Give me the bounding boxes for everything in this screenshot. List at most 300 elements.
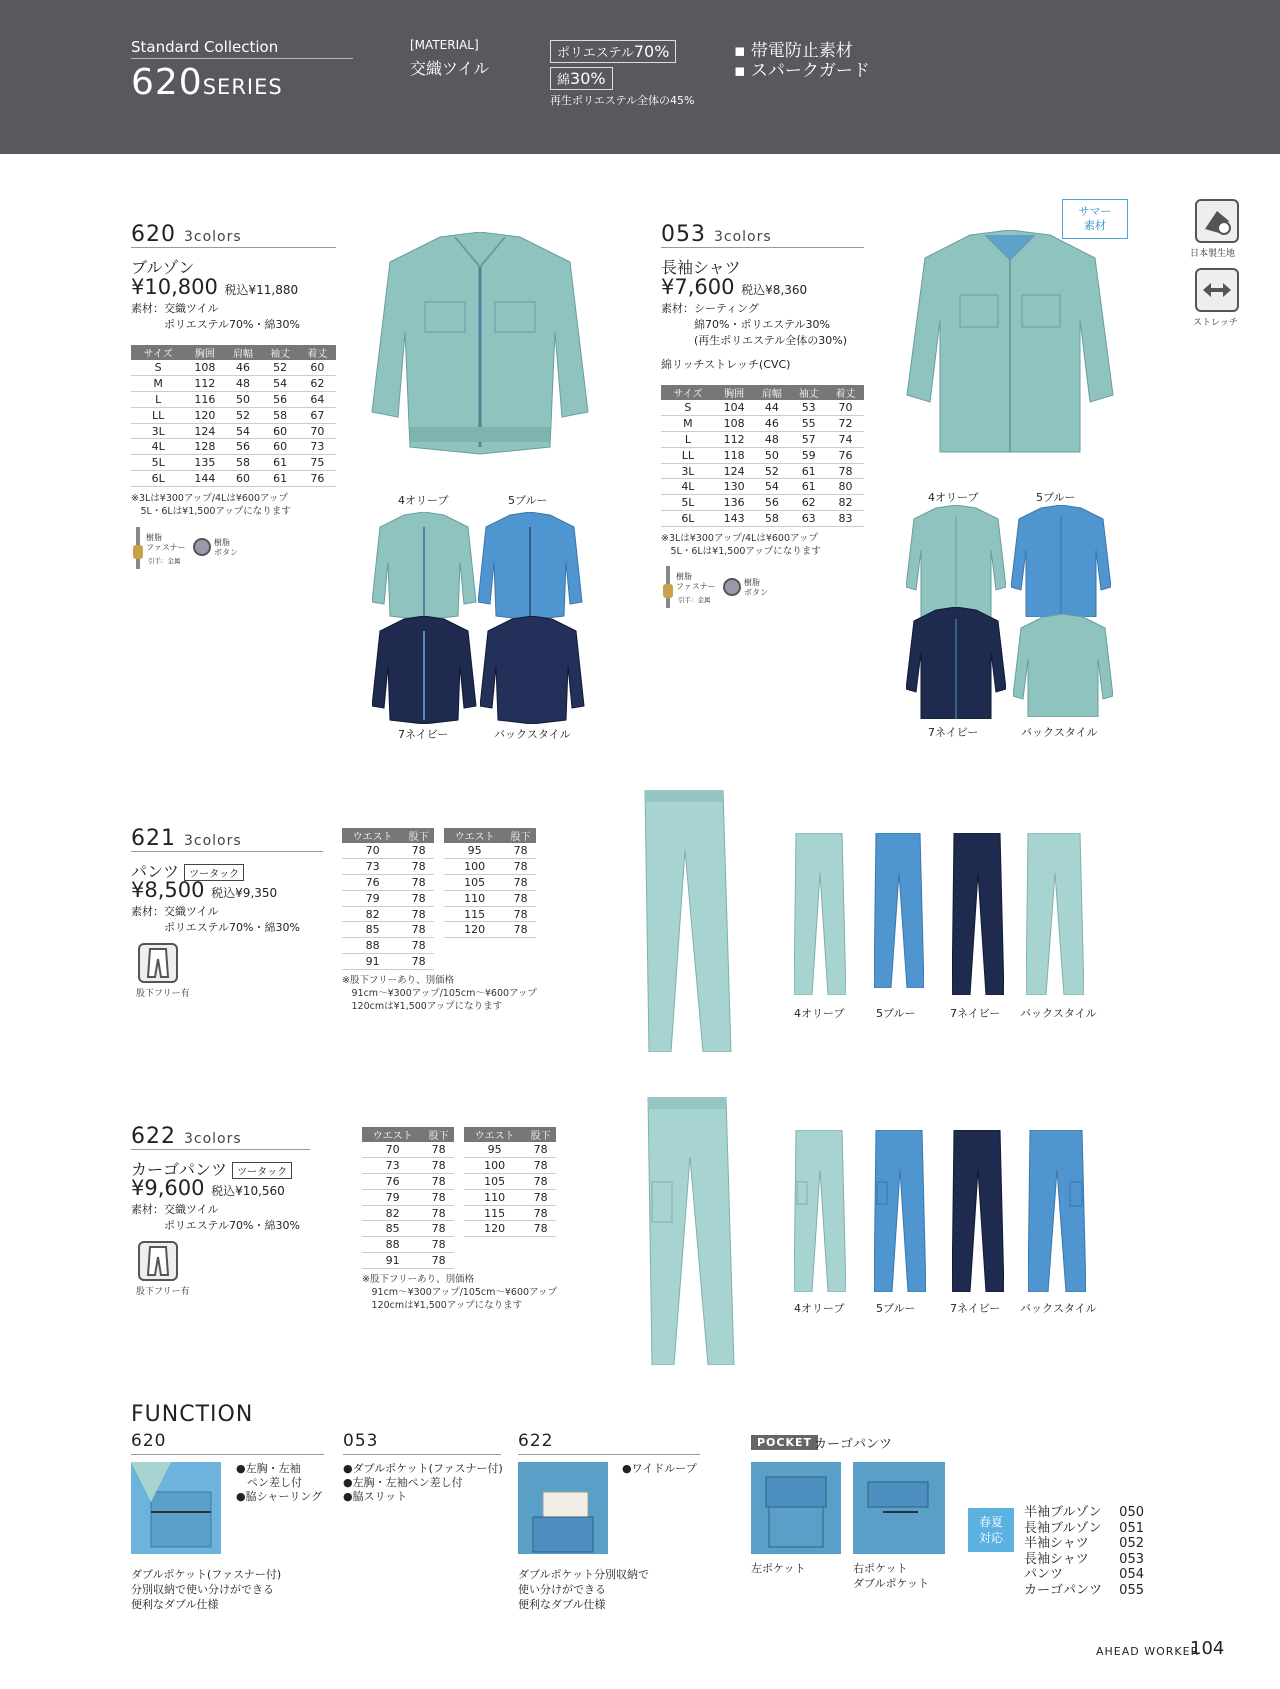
table-header: 着丈 xyxy=(299,345,336,360)
function-620-caption: ダブルポケット(ファスナー付) 分別収納で使い分けができる 便利なダブル仕様 xyxy=(131,1568,282,1611)
table-cell: 52 xyxy=(753,463,790,479)
table-header: 袖丈 xyxy=(790,385,827,400)
variant-621-back-label: バックスタイル xyxy=(1020,1007,1097,1020)
table-cell: 54 xyxy=(262,376,299,392)
function-620-rule xyxy=(131,1454,324,1455)
table-cell: 95 xyxy=(464,1142,525,1158)
product-053-number: 053 3colors xyxy=(661,222,772,247)
variant-620-navy-image xyxy=(372,616,477,724)
table-cell: 78 xyxy=(423,1142,454,1158)
table-row xyxy=(444,875,536,891)
table-cell: 91 xyxy=(362,1253,423,1269)
function-053-bullets: ●ダブルポケット(ファスナー付) ●左胸・左袖ペン差し付 ●脇スリット xyxy=(343,1462,503,1503)
table-cell: 58 xyxy=(753,511,790,527)
recycle-note: 再生ポリエステル全体の45% xyxy=(550,94,695,107)
table-cell: 124 xyxy=(715,463,754,479)
product-621-number: 621 3colors xyxy=(131,826,242,851)
table-row xyxy=(342,859,434,875)
left-pocket-caption: 左ポケット xyxy=(751,1562,806,1575)
table-cell: M xyxy=(131,376,185,392)
table-row xyxy=(464,1205,556,1221)
table-cell: 115 xyxy=(464,1205,525,1221)
table-cell: 78 xyxy=(403,843,434,859)
table-row xyxy=(131,360,336,376)
table-row xyxy=(342,938,434,954)
product-622-inseam-note: ※股下フリーあり、別価格 91cm〜¥300アップ/105cm〜¥600アップ 120cmは¥1,500アップになります xyxy=(362,1274,557,1311)
table-row xyxy=(444,890,536,906)
table-cell: 78 xyxy=(403,875,434,891)
table-cell: 85 xyxy=(362,1221,423,1237)
table-header: 肩幅 xyxy=(224,345,261,360)
variant-622-navy-label: 7ネイビー xyxy=(950,1302,1001,1315)
table-cell: 78 xyxy=(423,1253,454,1269)
table-row xyxy=(362,1142,454,1158)
table-row xyxy=(661,463,864,479)
table-cell: 56 xyxy=(262,392,299,408)
table-cell: 83 xyxy=(827,511,864,527)
product-620-number: 620 3colors xyxy=(131,222,242,247)
season-item xyxy=(1024,1536,1144,1552)
table-cell: 128 xyxy=(185,439,224,455)
table-row xyxy=(131,439,336,455)
table-cell: 120 xyxy=(464,1221,525,1237)
table-cell: 73 xyxy=(342,859,403,875)
spring-summer-badge: 春夏 対応 xyxy=(968,1508,1014,1552)
variant-621-blue-label: 5ブルー xyxy=(876,1007,916,1020)
product-620-size-note: ※3Lは¥300アップ/4Lは¥600アップ 5L・6Lは¥1,500アップになります xyxy=(131,493,291,517)
table-cell: 79 xyxy=(342,890,403,906)
table-row xyxy=(661,479,864,495)
table-cell: M xyxy=(661,416,715,432)
table-header: ウエスト xyxy=(362,1127,423,1142)
table-cell: 91 xyxy=(342,954,403,970)
feature-spark-guard: ▪ スパークガード xyxy=(734,61,870,81)
variant-620-blue-label: 5ブルー xyxy=(508,494,548,507)
table-row xyxy=(464,1189,556,1205)
fiber-polyester: ポリエステル70% xyxy=(550,40,676,63)
variant-621-olive-label: 4オリーブ xyxy=(794,1007,845,1020)
table-header: 股下 xyxy=(423,1127,454,1142)
table-cell: 143 xyxy=(715,511,754,527)
table-row xyxy=(342,906,434,922)
table-cell: 70 xyxy=(342,843,403,859)
table-cell: 78 xyxy=(423,1174,454,1190)
product-053-fastener-label: 樹脂 ファスナー xyxy=(676,572,716,591)
table-cell: 4L xyxy=(661,479,715,495)
table-row xyxy=(362,1158,454,1174)
variant-622-blue-image xyxy=(874,1130,926,1292)
table-cell: 78 xyxy=(525,1142,556,1158)
product-620-button-label: 樹脂 ボタン xyxy=(214,538,238,557)
season-item-name: 長袖シャツ xyxy=(1024,1551,1089,1567)
table-cell: 50 xyxy=(224,392,261,408)
table-cell: 78 xyxy=(505,843,536,859)
variant-053-blue-label: 5ブルー xyxy=(1036,491,1076,504)
table-row xyxy=(362,1253,454,1269)
table-cell: 44 xyxy=(753,400,790,416)
table-header: サイズ xyxy=(131,345,185,360)
made-in-japan-fabric-label: 日本製生地 xyxy=(1190,249,1236,259)
product-622-name: カーゴパンツ ツータック xyxy=(131,1157,292,1180)
table-row xyxy=(342,890,434,906)
material-label: [MATERIAL] xyxy=(410,38,479,52)
table-cell: 70 xyxy=(299,423,336,439)
product-622-size-table-right xyxy=(464,1127,556,1237)
pocket-title: カーゴパンツ xyxy=(814,1437,893,1452)
table-cell: 108 xyxy=(185,360,224,376)
season-item-code: 051 xyxy=(1119,1520,1144,1536)
variant-622-navy-image xyxy=(952,1130,1004,1292)
product-621-size-table-left xyxy=(342,828,434,970)
product-621-inseam-label: 股下フリー有 xyxy=(136,989,190,999)
table-cell: S xyxy=(131,360,185,376)
season-item-code: 054 xyxy=(1119,1567,1144,1582)
table-header: 肩幅 xyxy=(753,385,790,400)
table-row xyxy=(444,859,536,875)
table-cell: 104 xyxy=(715,400,754,416)
table-cell: 120 xyxy=(185,407,224,423)
product-053-fastener-icon xyxy=(661,566,675,612)
table-row xyxy=(131,392,336,408)
table-cell: 50 xyxy=(753,447,790,463)
table-row xyxy=(342,954,434,970)
table-row xyxy=(444,922,536,938)
table-cell: 78 xyxy=(423,1221,454,1237)
summer-material-badge: サマー 素材 xyxy=(1062,199,1128,239)
product-621-rule xyxy=(131,851,323,852)
table-cell: 115 xyxy=(444,906,505,922)
table-row xyxy=(661,447,864,463)
collection-label: Standard Collection xyxy=(131,38,279,56)
product-620-price: ¥10,800 税込¥11,880 xyxy=(131,275,299,299)
table-cell: 52 xyxy=(224,407,261,423)
table-cell: 136 xyxy=(715,495,754,511)
variant-620-back-image xyxy=(480,616,585,724)
table-cell: 78 xyxy=(525,1205,556,1221)
table-cell: 64 xyxy=(299,392,336,408)
table-cell: 59 xyxy=(790,447,827,463)
variant-053-olive-image xyxy=(906,505,1006,617)
product-622-tuck-tag: ツータック xyxy=(232,1162,292,1179)
table-cell: 124 xyxy=(185,423,224,439)
series-header xyxy=(0,0,1280,154)
variant-622-blue-label: 5ブルー xyxy=(876,1302,916,1315)
product-620-rule xyxy=(131,247,336,248)
table-cell: 78 xyxy=(505,890,536,906)
table-cell: 62 xyxy=(299,376,336,392)
table-cell: 72 xyxy=(827,416,864,432)
table-cell: 56 xyxy=(753,495,790,511)
table-cell: 55 xyxy=(790,416,827,432)
table-cell: 100 xyxy=(444,859,505,875)
product-053-name: 長袖シャツ xyxy=(661,258,741,277)
product-620-material: 素材：交織ツイル ポリエステル70%・綿30% xyxy=(131,302,300,331)
product-053-main-image xyxy=(905,230,1115,455)
product-622-number: 622 3colors xyxy=(131,1124,242,1149)
table-cell: 6L xyxy=(131,471,185,487)
table-cell: 53 xyxy=(790,400,827,416)
footer-brand: AHEAD WORKER xyxy=(1096,1645,1200,1658)
table-cell: 80 xyxy=(827,479,864,495)
variant-622-back-image xyxy=(1028,1130,1086,1292)
product-053-button-label: 樹脂 ボタン xyxy=(744,578,768,597)
season-item-code: 053 xyxy=(1119,1551,1144,1567)
table-cell: 95 xyxy=(444,843,505,859)
table-row xyxy=(342,922,434,938)
product-620-button-icon xyxy=(193,538,211,556)
table-cell: 78 xyxy=(505,875,536,891)
season-item-list xyxy=(1024,1505,1144,1598)
variant-053-blue-image xyxy=(1011,505,1111,617)
product-053-material: 素材：シーティング 綿70%・ポリエステル30% (再生ポリエステル全体の30%) xyxy=(661,302,848,347)
table-row xyxy=(661,416,864,432)
table-cell: 57 xyxy=(790,432,827,448)
table-cell: 73 xyxy=(362,1158,423,1174)
function-620-bullets: ●左胸・左袖 ペン差し付 ●脇シャーリング xyxy=(236,1462,323,1503)
product-053-price: ¥7,600 税込¥8,360 xyxy=(661,275,808,299)
season-item-name: カーゴパンツ xyxy=(1024,1582,1103,1598)
table-cell: 78 xyxy=(403,859,434,875)
table-cell: 70 xyxy=(827,400,864,416)
product-621-inseam-note: ※股下フリーあり、別価格 91cm〜¥300アップ/105cm〜¥600アップ 120cmは¥1,500アップになります xyxy=(342,975,537,1012)
product-621-name: パンツ ツータック xyxy=(131,859,244,882)
table-cell: L xyxy=(661,432,715,448)
table-header: 股下 xyxy=(403,828,434,843)
table-header: 胸囲 xyxy=(715,385,754,400)
table-cell: 88 xyxy=(362,1237,423,1253)
table-cell: 118 xyxy=(715,447,754,463)
table-cell: 82 xyxy=(362,1205,423,1221)
product-620-name: ブルゾン xyxy=(131,258,195,277)
product-053-size-table xyxy=(661,385,864,527)
table-row xyxy=(464,1158,556,1174)
table-cell: 48 xyxy=(753,432,790,448)
season-item xyxy=(1024,1552,1144,1568)
season-item-name: パンツ xyxy=(1024,1567,1064,1582)
table-cell: 112 xyxy=(185,376,224,392)
function-622-rule xyxy=(518,1454,700,1455)
table-cell: 78 xyxy=(505,906,536,922)
table-row xyxy=(464,1221,556,1237)
table-cell: 78 xyxy=(423,1205,454,1221)
variant-621-back-image xyxy=(1026,833,1084,995)
product-621-tuck-tag: ツータック xyxy=(184,864,244,881)
table-cell: 105 xyxy=(444,875,505,891)
table-cell: 54 xyxy=(753,479,790,495)
table-cell: 60 xyxy=(299,360,336,376)
variant-620-back-label: バックスタイル xyxy=(494,728,571,741)
table-cell: 110 xyxy=(464,1189,525,1205)
product-053-cvc-note: 綿リッチストレッチ(CVC) xyxy=(661,358,791,371)
table-row xyxy=(362,1174,454,1190)
table-cell: 78 xyxy=(403,954,434,970)
table-cell: 79 xyxy=(362,1189,423,1205)
product-622-price: ¥9,600 税込¥10,560 xyxy=(131,1176,285,1200)
table-cell: 60 xyxy=(224,471,261,487)
product-622-rule xyxy=(131,1149,310,1150)
table-cell: 78 xyxy=(423,1158,454,1174)
product-622-material: 素材：交織ツイル ポリエステル70%・綿30% xyxy=(131,1203,300,1232)
product-622-inseam-label: 股下フリー有 xyxy=(136,1287,190,1297)
table-header: 胸囲 xyxy=(185,345,224,360)
table-cell: 52 xyxy=(262,360,299,376)
table-cell: 100 xyxy=(464,1158,525,1174)
product-620-size-table xyxy=(131,345,336,487)
table-cell: 61 xyxy=(262,455,299,471)
header-rule xyxy=(131,58,353,59)
table-cell: 82 xyxy=(827,495,864,511)
variant-622-olive-image xyxy=(794,1130,846,1292)
variant-620-blue-image xyxy=(478,512,583,620)
table-cell: 4L xyxy=(131,439,185,455)
table-cell: 78 xyxy=(423,1189,454,1205)
function-622-number: 622 xyxy=(518,1431,554,1451)
table-cell: 108 xyxy=(715,416,754,432)
table-cell: 6L xyxy=(661,511,715,527)
variant-620-olive-image xyxy=(372,512,477,620)
season-item-code: 055 xyxy=(1119,1582,1144,1598)
season-item xyxy=(1024,1567,1144,1583)
product-620-fastener-sub: 引手：金属 xyxy=(148,557,181,565)
variant-053-navy-label: 7ネイビー xyxy=(928,726,979,739)
table-cell: 3L xyxy=(661,463,715,479)
variant-053-navy-image xyxy=(906,607,1006,719)
table-row xyxy=(464,1142,556,1158)
product-620-fastener-icon xyxy=(131,527,145,573)
table-cell: 73 xyxy=(299,439,336,455)
table-row xyxy=(444,843,536,859)
table-cell: 58 xyxy=(224,455,261,471)
function-622-caption: ダブルポケット分別収納で 使い分けができる 便利なダブル仕様 xyxy=(518,1568,650,1611)
variant-053-olive-label: 4オリーブ xyxy=(928,491,979,504)
table-cell: 144 xyxy=(185,471,224,487)
table-row xyxy=(444,906,536,922)
table-cell: 78 xyxy=(423,1237,454,1253)
table-header: 袖丈 xyxy=(262,345,299,360)
variant-622-back-label: バックスタイル xyxy=(1020,1302,1097,1315)
table-cell: 76 xyxy=(827,447,864,463)
table-cell: 5L xyxy=(131,455,185,471)
stretch-icon xyxy=(1195,268,1239,312)
table-cell: 5L xyxy=(661,495,715,511)
table-cell: 116 xyxy=(185,392,224,408)
function-622-bullets: ●ワイドループ xyxy=(622,1462,697,1475)
table-row xyxy=(661,432,864,448)
left-pocket-photo xyxy=(751,1462,841,1554)
product-053-rule xyxy=(661,247,864,248)
function-053-number: 053 xyxy=(343,1431,379,1451)
season-item-code: 052 xyxy=(1119,1536,1144,1551)
feature-antistatic: ▪ 帯電防止素材 xyxy=(734,41,853,61)
table-cell: 76 xyxy=(362,1174,423,1190)
season-item-name: 長袖ブルゾン xyxy=(1024,1520,1102,1536)
table-cell: 54 xyxy=(224,423,261,439)
stretch-label: ストレッチ xyxy=(1193,318,1238,328)
variant-621-olive-image xyxy=(794,833,846,995)
table-cell: S xyxy=(661,400,715,416)
table-header: サイズ xyxy=(661,385,715,400)
table-cell: 46 xyxy=(753,416,790,432)
table-cell: 78 xyxy=(403,922,434,938)
table-cell: LL xyxy=(131,407,185,423)
right-pocket-caption: 右ポケット ダブルポケット xyxy=(853,1562,930,1590)
table-row xyxy=(661,400,864,416)
variant-621-navy-label: 7ネイビー xyxy=(950,1007,1001,1020)
table-cell: 63 xyxy=(790,511,827,527)
table-row xyxy=(661,511,864,527)
table-cell: 82 xyxy=(342,906,403,922)
table-row xyxy=(342,843,434,859)
season-item-code: 050 xyxy=(1119,1505,1144,1520)
function-620-photo xyxy=(131,1462,221,1554)
table-cell: 76 xyxy=(299,471,336,487)
table-cell: 75 xyxy=(299,455,336,471)
table-row xyxy=(661,495,864,511)
table-row xyxy=(131,455,336,471)
variant-621-navy-image xyxy=(952,833,1004,995)
table-row xyxy=(464,1174,556,1190)
function-620-number: 620 xyxy=(131,1431,167,1451)
table-row xyxy=(362,1237,454,1253)
product-621-price: ¥8,500 税込¥9,350 xyxy=(131,878,278,902)
pocket-tag: POCKET xyxy=(751,1435,818,1450)
table-header: 着丈 xyxy=(827,385,864,400)
free-inseam-icon xyxy=(138,943,178,983)
right-pocket-photo xyxy=(853,1462,945,1554)
table-cell: 61 xyxy=(790,463,827,479)
table-row xyxy=(131,376,336,392)
table-cell: 85 xyxy=(342,922,403,938)
table-cell: 76 xyxy=(342,875,403,891)
season-item xyxy=(1024,1583,1144,1599)
table-cell: 105 xyxy=(464,1174,525,1190)
season-item xyxy=(1024,1521,1144,1537)
table-cell: 78 xyxy=(827,463,864,479)
table-cell: 130 xyxy=(715,479,754,495)
table-cell: 70 xyxy=(362,1142,423,1158)
variant-621-blue-image xyxy=(874,833,924,988)
table-cell: 3L xyxy=(131,423,185,439)
page-number: 104 xyxy=(1190,1638,1225,1659)
table-cell: 62 xyxy=(790,495,827,511)
table-header: 股下 xyxy=(505,828,536,843)
free-inseam-icon-622 xyxy=(138,1241,178,1281)
table-row xyxy=(362,1205,454,1221)
table-header: ウエスト xyxy=(342,828,403,843)
table-header: 股下 xyxy=(525,1127,556,1142)
table-cell: 46 xyxy=(224,360,261,376)
table-cell: 74 xyxy=(827,432,864,448)
function-053-rule xyxy=(343,1454,501,1455)
table-cell: 78 xyxy=(525,1221,556,1237)
table-cell: 120 xyxy=(444,922,505,938)
function-622-photo xyxy=(518,1462,608,1554)
table-cell: 61 xyxy=(262,471,299,487)
variant-053-back-label: バックスタイル xyxy=(1021,726,1098,739)
table-cell: 61 xyxy=(790,479,827,495)
table-cell: 78 xyxy=(505,859,536,875)
product-622-main-image xyxy=(646,1097,736,1365)
table-row xyxy=(131,471,336,487)
table-cell: 78 xyxy=(403,906,434,922)
table-cell: 78 xyxy=(525,1158,556,1174)
table-header: ウエスト xyxy=(464,1127,525,1142)
table-cell: 60 xyxy=(262,423,299,439)
table-cell: 135 xyxy=(185,455,224,471)
table-row xyxy=(362,1221,454,1237)
table-cell: 112 xyxy=(715,432,754,448)
table-row xyxy=(131,423,336,439)
